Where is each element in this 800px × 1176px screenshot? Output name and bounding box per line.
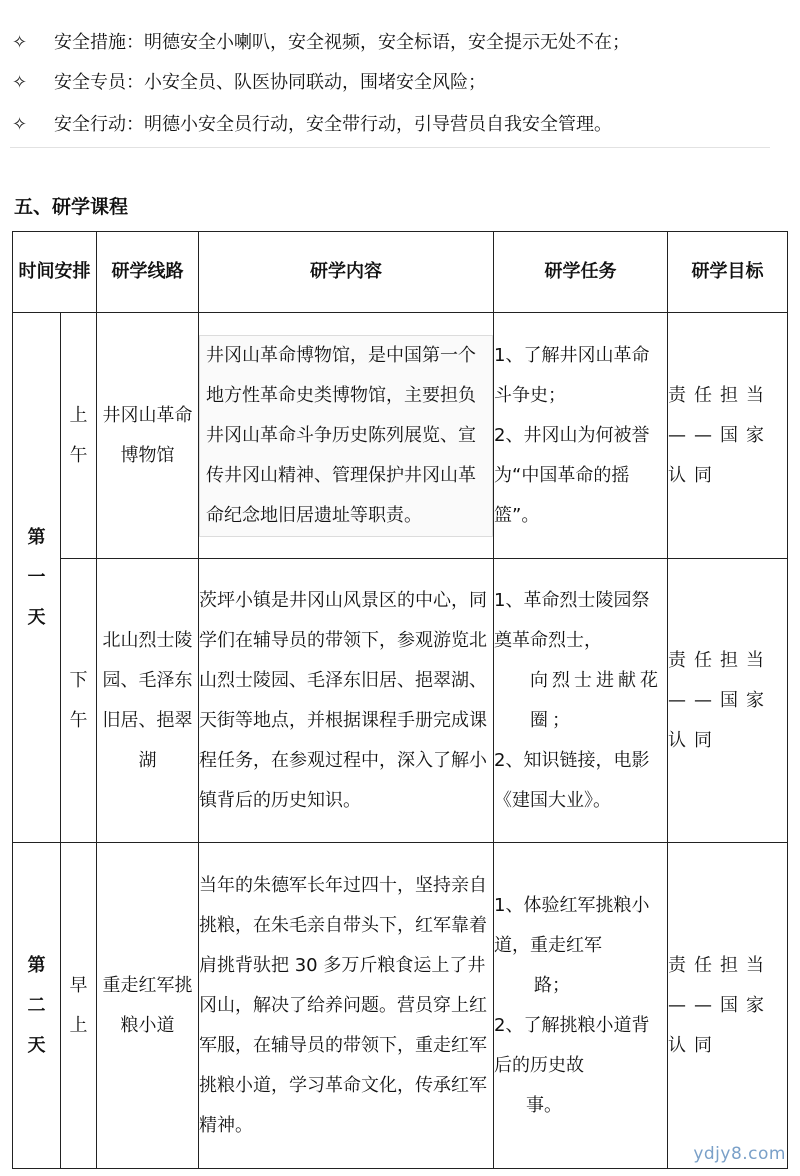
task-item: 1、体验红军挑粮小道，重走红军 bbox=[494, 894, 650, 956]
task-cell bbox=[494, 559, 668, 843]
content-cell: 茨坪小镇是井冈山风景区的中心，同学们在辅导员的带领下，参观游览北山烈士陵园、毛泽东旧居、挹翠湖、天街等地点，并根据课程手册完成课程任务，在参观过程中，深入了解小镇背后的历史知识。 bbox=[199, 559, 494, 843]
bullet-text: 安全措施：明德安全小喇叭，安全视频，安全标语，安全提示无处不在； bbox=[54, 32, 630, 53]
section-title: 五、研学课程 bbox=[14, 196, 129, 218]
content-cell bbox=[199, 313, 494, 559]
bullet-text: 安全专员：小安全员、队医协同联动，围堵安全风险； bbox=[54, 72, 486, 93]
task-item: 1、了解井冈山革命斗争史； bbox=[494, 344, 650, 406]
bullet-safety-staff bbox=[8, 68, 486, 98]
time-slot: 上 午 bbox=[61, 313, 97, 559]
table-row bbox=[13, 559, 788, 843]
goal-cell: 责任担当——国家认同 bbox=[668, 843, 788, 1169]
goal-cell: 责任担当——国家认同 bbox=[668, 313, 788, 559]
task-cell bbox=[494, 313, 668, 559]
divider bbox=[10, 147, 770, 148]
bullet-safety-action bbox=[8, 110, 612, 140]
goal-cell: 责任担当——国家认同 bbox=[668, 559, 788, 843]
table-row bbox=[13, 843, 788, 1169]
task-item: 事。 bbox=[526, 1094, 562, 1116]
bullet-text: 安全行动：明德小安全员行动，安全带行动，引导营员自我安全管理。 bbox=[54, 114, 612, 135]
time-slot: 下 午 bbox=[61, 559, 97, 843]
diamond-star-icon: ✧ bbox=[12, 32, 28, 53]
day-label: 第 一 天 bbox=[13, 313, 61, 843]
route-cell: 重走红军挑粮小道 bbox=[97, 843, 199, 1169]
course-table bbox=[12, 231, 788, 1169]
diamond-star-icon: ✧ bbox=[12, 72, 28, 93]
route-cell: 井冈山革命博物馆 bbox=[97, 313, 199, 559]
task-item: 向烈士进献花圈； bbox=[530, 669, 662, 731]
header-task: 研学任务 bbox=[494, 232, 668, 313]
task-item: 路； bbox=[534, 974, 570, 996]
diamond-star-icon: ✧ bbox=[12, 114, 28, 135]
task-cell bbox=[494, 843, 668, 1169]
route-cell: 北山烈士陵园、毛泽东旧居、挹翠湖 bbox=[97, 559, 199, 843]
header-content: 研学内容 bbox=[199, 232, 494, 313]
header-time: 时间安排 bbox=[13, 232, 97, 313]
table-row bbox=[13, 313, 788, 559]
table-header-row bbox=[13, 232, 788, 313]
header-route: 研学线路 bbox=[97, 232, 199, 313]
day-label: 第 二 天 bbox=[13, 843, 61, 1169]
task-item: 2、知识链接，电影《建国大业》。 bbox=[494, 749, 650, 811]
content-cell: 当年的朱德军长年过四十，坚持亲自挑粮，在朱毛亲自带头下，红军靠着肩挑背驮把 30 多万斤粮食运上了井冈山，解决了给养问题。营员穿上红军服，在辅导员的带领下，重走红军挑粮小道，学习革命文化，传承红军精神。 bbox=[199, 843, 494, 1169]
header-goal: 研学目标 bbox=[668, 232, 788, 313]
watermark: ydjy8.com bbox=[693, 1144, 786, 1164]
time-slot: 早 上 bbox=[61, 843, 97, 1169]
task-item: 2、了解挑粮小道背后的历史故 bbox=[494, 1014, 650, 1076]
content-text: 井冈山革命博物馆，是中国第一个地方性革命史类博物馆，主要担负井冈山革命斗争历史陈列展览、宣传井冈山精神、管理保护井冈山革命纪念地旧居遗址等职责。 bbox=[199, 335, 493, 537]
task-item: 1、革命烈士陵园祭奠革命烈士， bbox=[494, 589, 650, 651]
bullet-safety-measures bbox=[8, 28, 630, 58]
task-item: 2、井冈山为何被誉为“中国革命的摇篮”。 bbox=[494, 424, 650, 526]
